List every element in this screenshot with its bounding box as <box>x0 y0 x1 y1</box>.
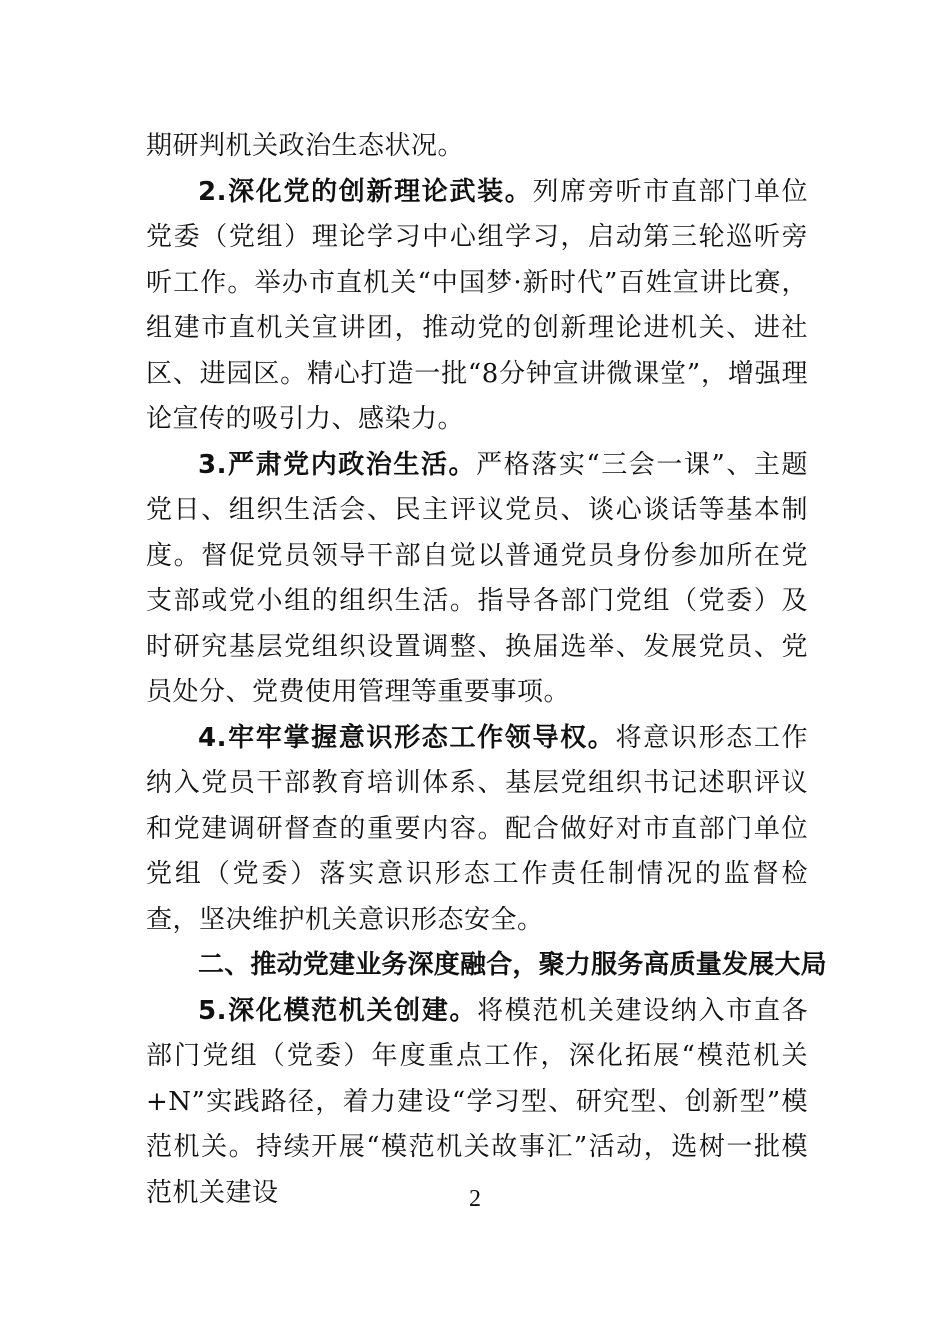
item-2-paragraph <box>146 170 808 443</box>
item-2-text: 列席旁听市直部门单位党委（党组）理论学习中心组学习，启动第三轮巡听旁听工作。举办市直机关“中国梦·新时代”百姓宣讲比赛，组建市直机关宣讲团，推动党的创新理论进机关、进社区、进园区。精心打造一批“8分钟宣讲微课堂”，增强理论宣传的吸引力、感染力。 <box>146 176 808 434</box>
item-5-lead: 5.深化模范机关创建。 <box>198 995 478 1026</box>
item-3-paragraph <box>146 443 808 716</box>
item-4-text: 将意识形态工作纳入党员干部教育培训体系、基层党组织书记述职评议和党建调研督查的重要内容。配合做好对市直部门单位党组（党委）落实意识形态工作责任制情况的监督检查，坚决维护机关意识形态安全。 <box>146 722 808 935</box>
document-body <box>146 124 827 1216</box>
page-number: 2 <box>469 1186 481 1212</box>
item-2-lead: 2.深化党的创新理论武装。 <box>198 176 533 207</box>
item-3-text: 严格落实“三会一课”、主题党日、组织生活会、民主评议党员、谈心谈话等基本制度。督促党员领导干部自觉以普通党员身份参加所在党支部或党小组的组织生活。指导各部门党组（党委）及时研究基层党组织设置调整、换届选举、发展党员、党员处分、党费使用管理等重要事项。 <box>146 449 808 707</box>
continuation-paragraph: 期研判机关政治生态状况。 <box>146 131 465 161</box>
item-3-lead: 3.严肃党内政治生活。 <box>198 449 477 480</box>
item-4-paragraph <box>146 716 808 944</box>
item-5-paragraph <box>146 989 808 1217</box>
section-heading: 二、推动党建业务深度融合，聚力服务高质量发展大局 <box>198 950 827 980</box>
item-5-text: 将模范机关建设纳入市直各部门党组（党委）年度重点工作，深化拓展“模范机关+N”实践路径，着力建设“学习型、研究型、创新型”模范机关。持续开展“模范机关故事汇”活动，选树一批模范机关建设 <box>146 995 808 1208</box>
item-4-lead: 4.牢牢掌握意识形态工作领导权。 <box>198 722 616 753</box>
